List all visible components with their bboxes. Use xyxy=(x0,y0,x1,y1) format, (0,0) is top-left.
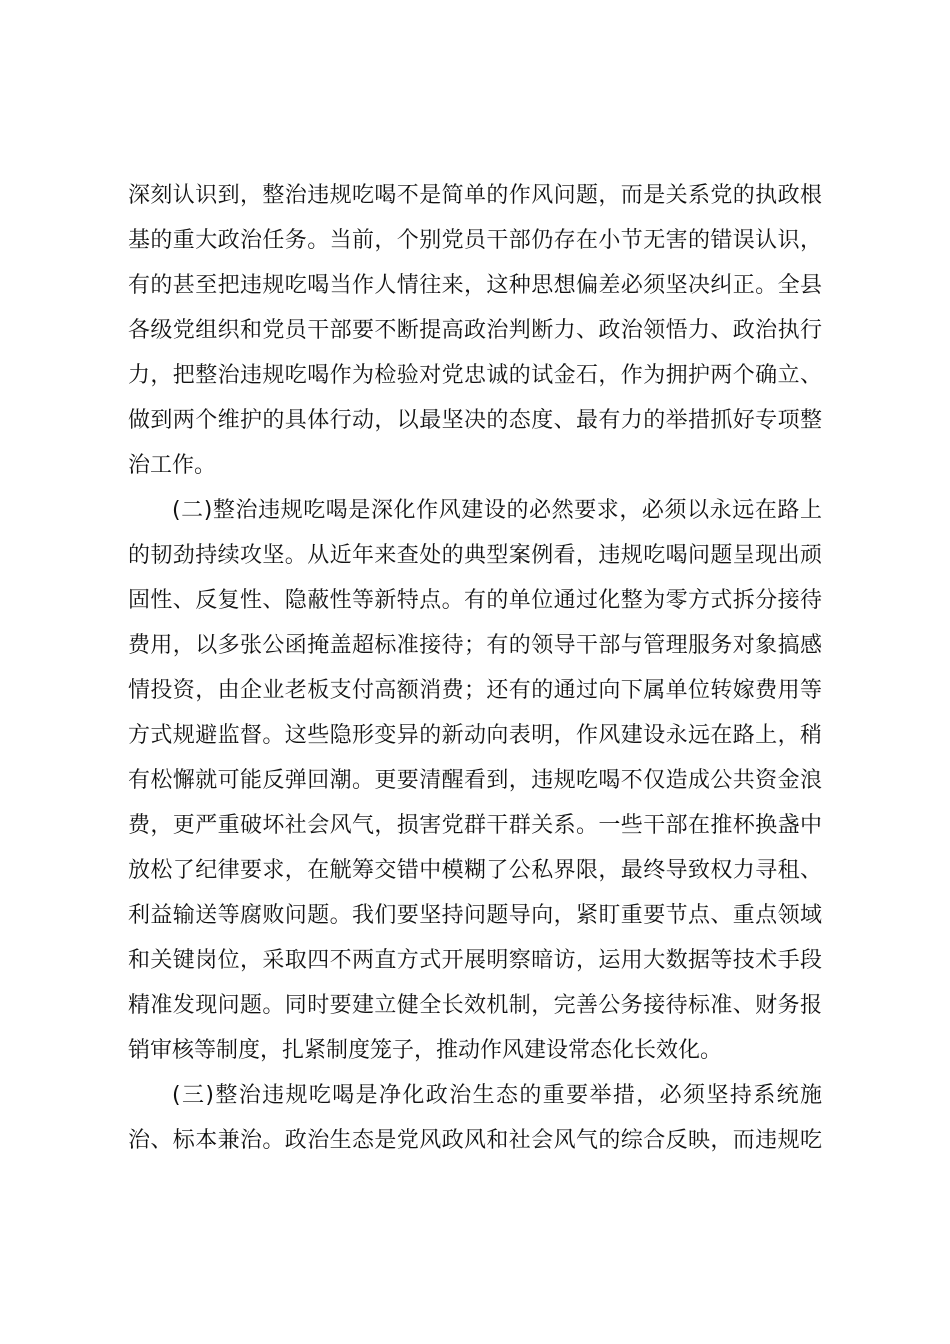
text-line: 和关键岗位，采取四不两直方式开展明察暗访，运用大数据等技术手段 xyxy=(128,948,822,973)
text-line: 力，把整治违规吃喝作为检验对党忠诚的试金石，作为拥护两个确立、 xyxy=(128,363,822,388)
text-line: 费用，以多张公函掩盖超标准接待；有的领导干部与管理服务对象搞感 xyxy=(128,633,822,658)
paragraph-heading-3: (三)整治违规吃喝是净化政治生态的重要举措，必须坚持系统施 xyxy=(172,1083,822,1108)
text-line: 销审核等制度，扎紧制度笼子，推动作风建设常态化长效化。 xyxy=(128,1038,723,1063)
text-line: 的韧劲持续攻坚。从近年来查处的典型案例看，违规吃喝问题呈现出顽 xyxy=(128,543,822,568)
text-line: 有的甚至把违规吃喝当作人情往来，这种思想偏差必须坚决纠正。全县 xyxy=(128,273,822,298)
text-line: 深刻认识到，整治违规吃喝不是简单的作风问题，而是关系党的执政根 xyxy=(128,183,822,208)
text-line: 治、标本兼治。政治生态是党风政风和社会风气的综合反映，而违规吃 xyxy=(128,1128,822,1153)
text-line: 放松了纪律要求，在觥筹交错中模糊了公私界限，最终导致权力寻租、 xyxy=(128,858,822,883)
text-line: 各级党组织和党员干部要不断提高政治判断力、政治领悟力、政治执行 xyxy=(128,318,822,343)
text-line: 治工作。 xyxy=(128,453,217,478)
text-line: 精准发现问题。同时要建立健全长效机制，完善公务接待标准、财务报 xyxy=(128,993,822,1018)
text-line: 情投资，由企业老板支付高额消费；还有的通过向下属单位转嫁费用等 xyxy=(128,678,822,703)
text-line: 有松懈就可能反弹回潮。更要清醒看到，违规吃喝不仅造成公共资金浪 xyxy=(128,768,822,793)
paragraph-heading-2: (二)整治违规吃喝是深化作风建设的必然要求，必须以永远在路上 xyxy=(172,498,822,523)
text-line: 费，更严重破坏社会风气，损害党群干群关系。一些干部在推杯换盏中 xyxy=(128,813,822,838)
text-line: 基的重大政治任务。当前，个别党员干部仍存在小节无害的错误认识， xyxy=(128,228,822,253)
text-line: 固性、反复性、隐蔽性等新特点。有的单位通过化整为零方式拆分接待 xyxy=(128,588,822,613)
text-line: 利益输送等腐败问题。我们要坚持问题导向，紧盯重要节点、重点领域 xyxy=(128,903,822,928)
text-line: 做到两个维护的具体行动，以最坚决的态度、最有力的举措抓好专项整 xyxy=(128,408,822,433)
text-line: 方式规避监督。这些隐形变异的新动向表明，作风建设永远在路上，稍 xyxy=(128,723,822,748)
